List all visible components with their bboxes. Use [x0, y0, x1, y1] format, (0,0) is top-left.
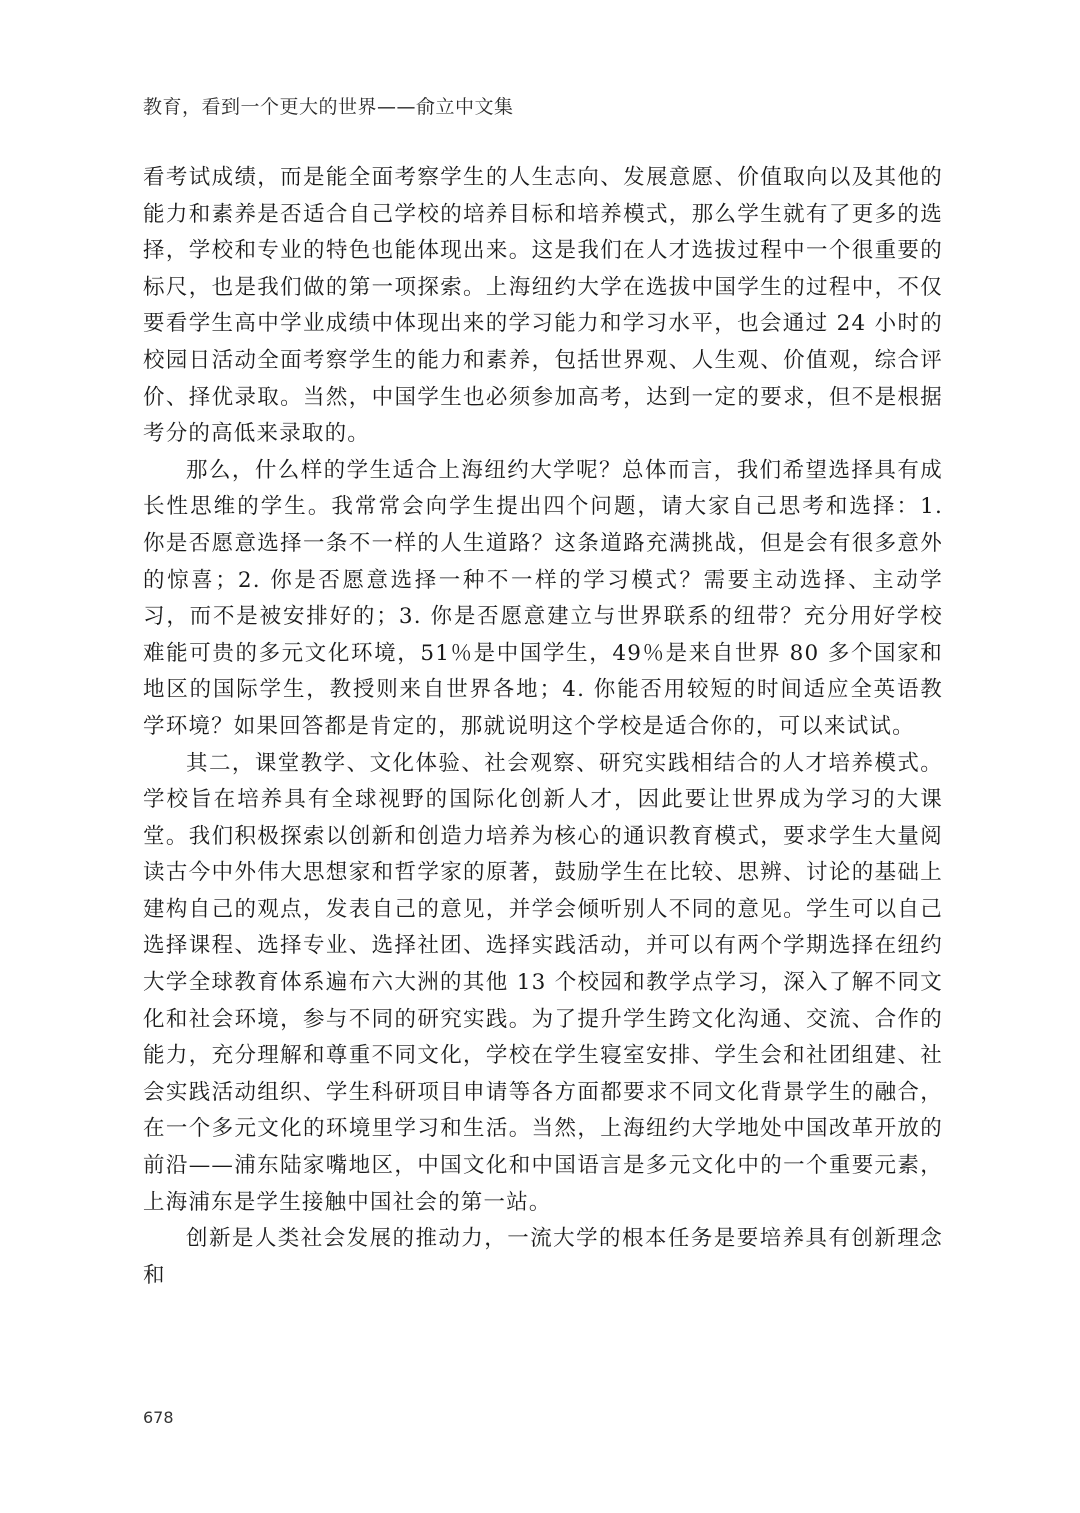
running-header: 教育，看到一个更大的世界——俞立中文集	[143, 96, 514, 118]
paragraph-training-model: 其二，课堂教学、文化体验、社会观察、研究实践相结合的人才培养模式。学校旨在培养具有全球视野的国际化创新人才，因此要让世界成为学习的大课堂。我们积极探索以创新和创造力培养为核心的通识教育模式，要求学生大量阅读古今中外伟大思想家和哲学家的原著，鼓励学生在比较、思辨、讨论的基础上建构自己的观点，发表自己的意见，并学会倾听别人不同的意见。学生可以自己选择课程、选择专业、选择社团、选择实践活动，并可以有两个学期选择在纽约大学全球教育体系遍布六大洲的其他 13 个校园和教学点学习，深入了解不同文化和社会环境，参与不同的研究实践。为了提升学生跨文化沟通、交流、合作的能力，充分理解和尊重不同文化，学校在学生寝室安排、学生会和社团组建、社会实践活动组织、学生科研项目申请等各方面都要求不同文化背景学生的融合，在一个多元文化的环境里学习和生活。当然，上海纽约大学地处中国改革开放的前沿——浦东陆家嘴地区，中国文化和中国语言是多元文化中的一个重要元素，上海浦东是学生接触中国社会的第一站。	[143, 750, 943, 1215]
paragraph-student-selection: 那么，什么样的学生适合上海纽约大学呢？总体而言，我们希望选择具有成长性思维的学生。我常常会向学生提出四个问题，请大家自己思考和选择：1. 你是否愿意选择一条不一样的人生道路？这条道路充满挑战，但是会有很多意外的惊喜；2. 你是否愿意选择一种不一样的学习模式？需要主动选择、主动学习，而不是被安排好的；3. 你是否愿意建立与世界联系的纽带？充分用好学校难能可贵的多元文化环境，51％是中国学生，49％是来自世界 80 多个国家和地区的国际学生，教授则来自世界各地；4. 你能否用较短的时间适应全英语教学环境？如果回答都是肯定的，那就说明这个学校是适合你的，可以来试试。	[143, 457, 943, 739]
paragraph-continued: 看考试成绩，而是能全面考察学生的人生志向、发展意愿、价值取向以及其他的能力和素养是否适合自己学校的培养目标和培养模式，那么学生就有了更多的选择，学校和专业的特色也能体现出来。这是我们在人才选拔过程中一个很重要的标尺，也是我们做的第一项探索。上海纽约大学在选拔中国学生的过程中，不仅要看学生高中学业成绩中体现出来的学习能力和学习水平，也会通过 24 小时的校园日活动全面考察学生的能力和素养，包括世界观、人生观、价值观，综合评价、择优录取。当然，中国学生也必须参加高考，达到一定的要求，但不是根据考分的高低来录取的。	[143, 165, 943, 447]
page-number: 678	[143, 1408, 174, 1427]
body-text	[143, 160, 943, 1294]
paragraph-innovation: 创新是人类社会发展的推动力，一流大学的根本任务是要培养具有创新理念和	[143, 1226, 943, 1288]
